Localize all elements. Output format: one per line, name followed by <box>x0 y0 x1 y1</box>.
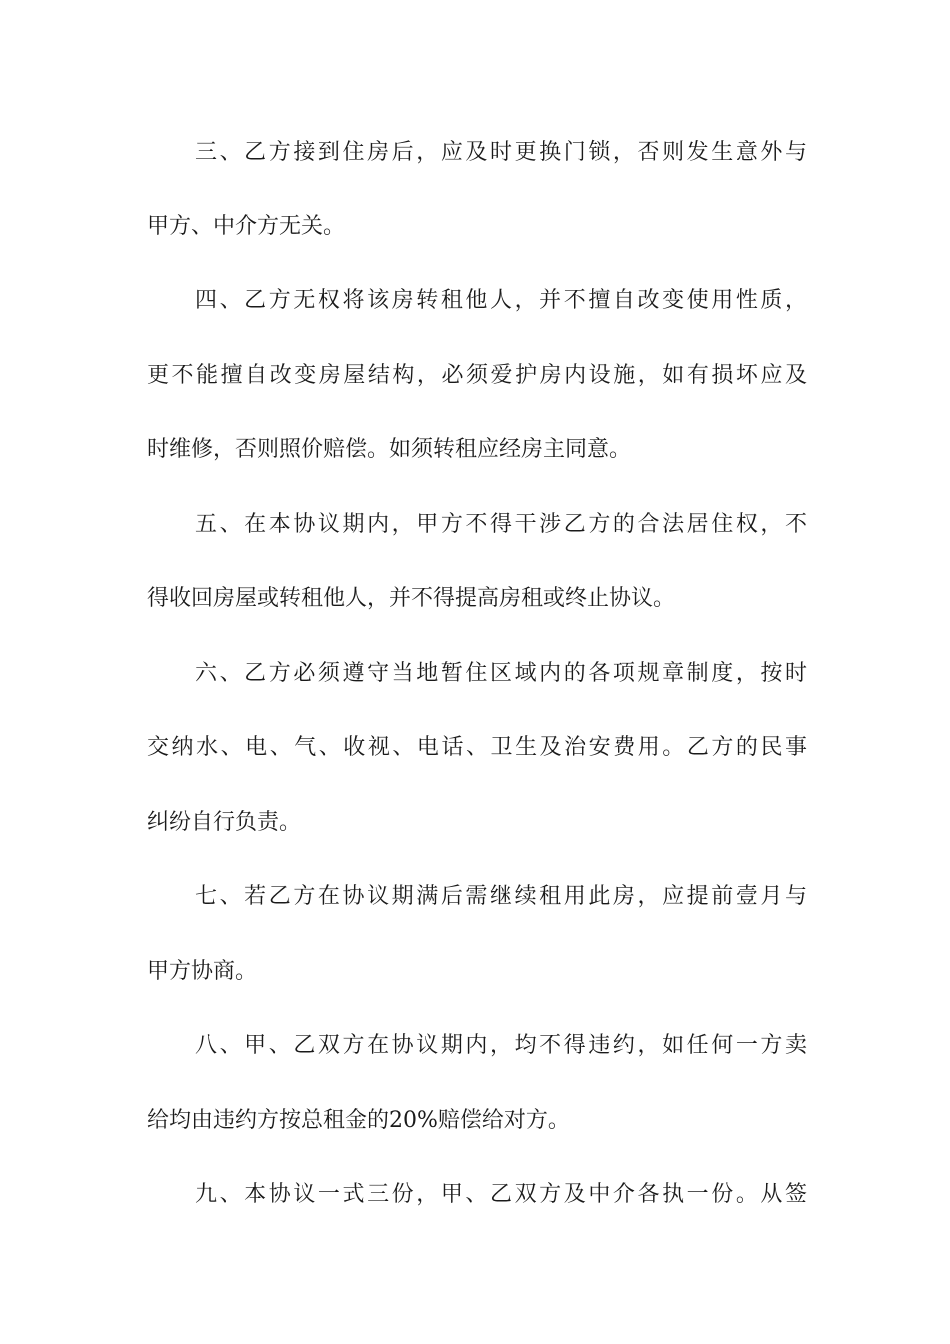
clause-3-line-2: 甲方、中介方无关。 <box>147 214 346 239</box>
clause-6-line-1: 六、乙方必须遵守当地暂住区域内的各项规章制度，按时 <box>195 661 807 686</box>
clause-5-line-2: 得收回房屋或转租他人，并不得提高房租或终止协议。 <box>147 586 676 611</box>
clause-5-line-1: 五、在本协议期内，甲方不得干涉乙方的合法居住权，不 <box>195 512 807 537</box>
clause-3-line-1: 三、乙方接到住房后，应及时更换门锁，否则发生意外与 <box>195 140 807 165</box>
clause-7-line-1: 七、若乙方在协议期满后需继续租用此房，应提前壹月与 <box>195 884 807 909</box>
clause-6-line-2: 交纳水、电、气、收视、电话、卫生及治安费用。乙方的民事 <box>147 735 807 760</box>
clause-6-line-3: 纠纷自行负责。 <box>147 810 302 835</box>
clause-8-line-2: 给均由违约方按总租金的20%赔偿给对方。 <box>147 1108 570 1133</box>
clause-4-line-2: 更不能擅自改变房屋结构，必须爱护房内设施，如有损坏应及 <box>147 363 807 388</box>
clause-9-line-1: 九、本协议一式三份，甲、乙双方及中介各执一份。从签 <box>195 1182 807 1207</box>
clause-8-line-1: 八、甲、乙双方在协议期内，均不得违约，如任何一方卖 <box>195 1033 807 1058</box>
clause-4-line-1: 四、乙方无权将该房转租他人，并不擅自改变使用性质， <box>195 288 807 313</box>
clause-7-line-2: 甲方协商。 <box>147 959 258 984</box>
clause-4-line-3: 时维修，否则照价赔偿。如须转租应经房主同意。 <box>147 437 632 462</box>
